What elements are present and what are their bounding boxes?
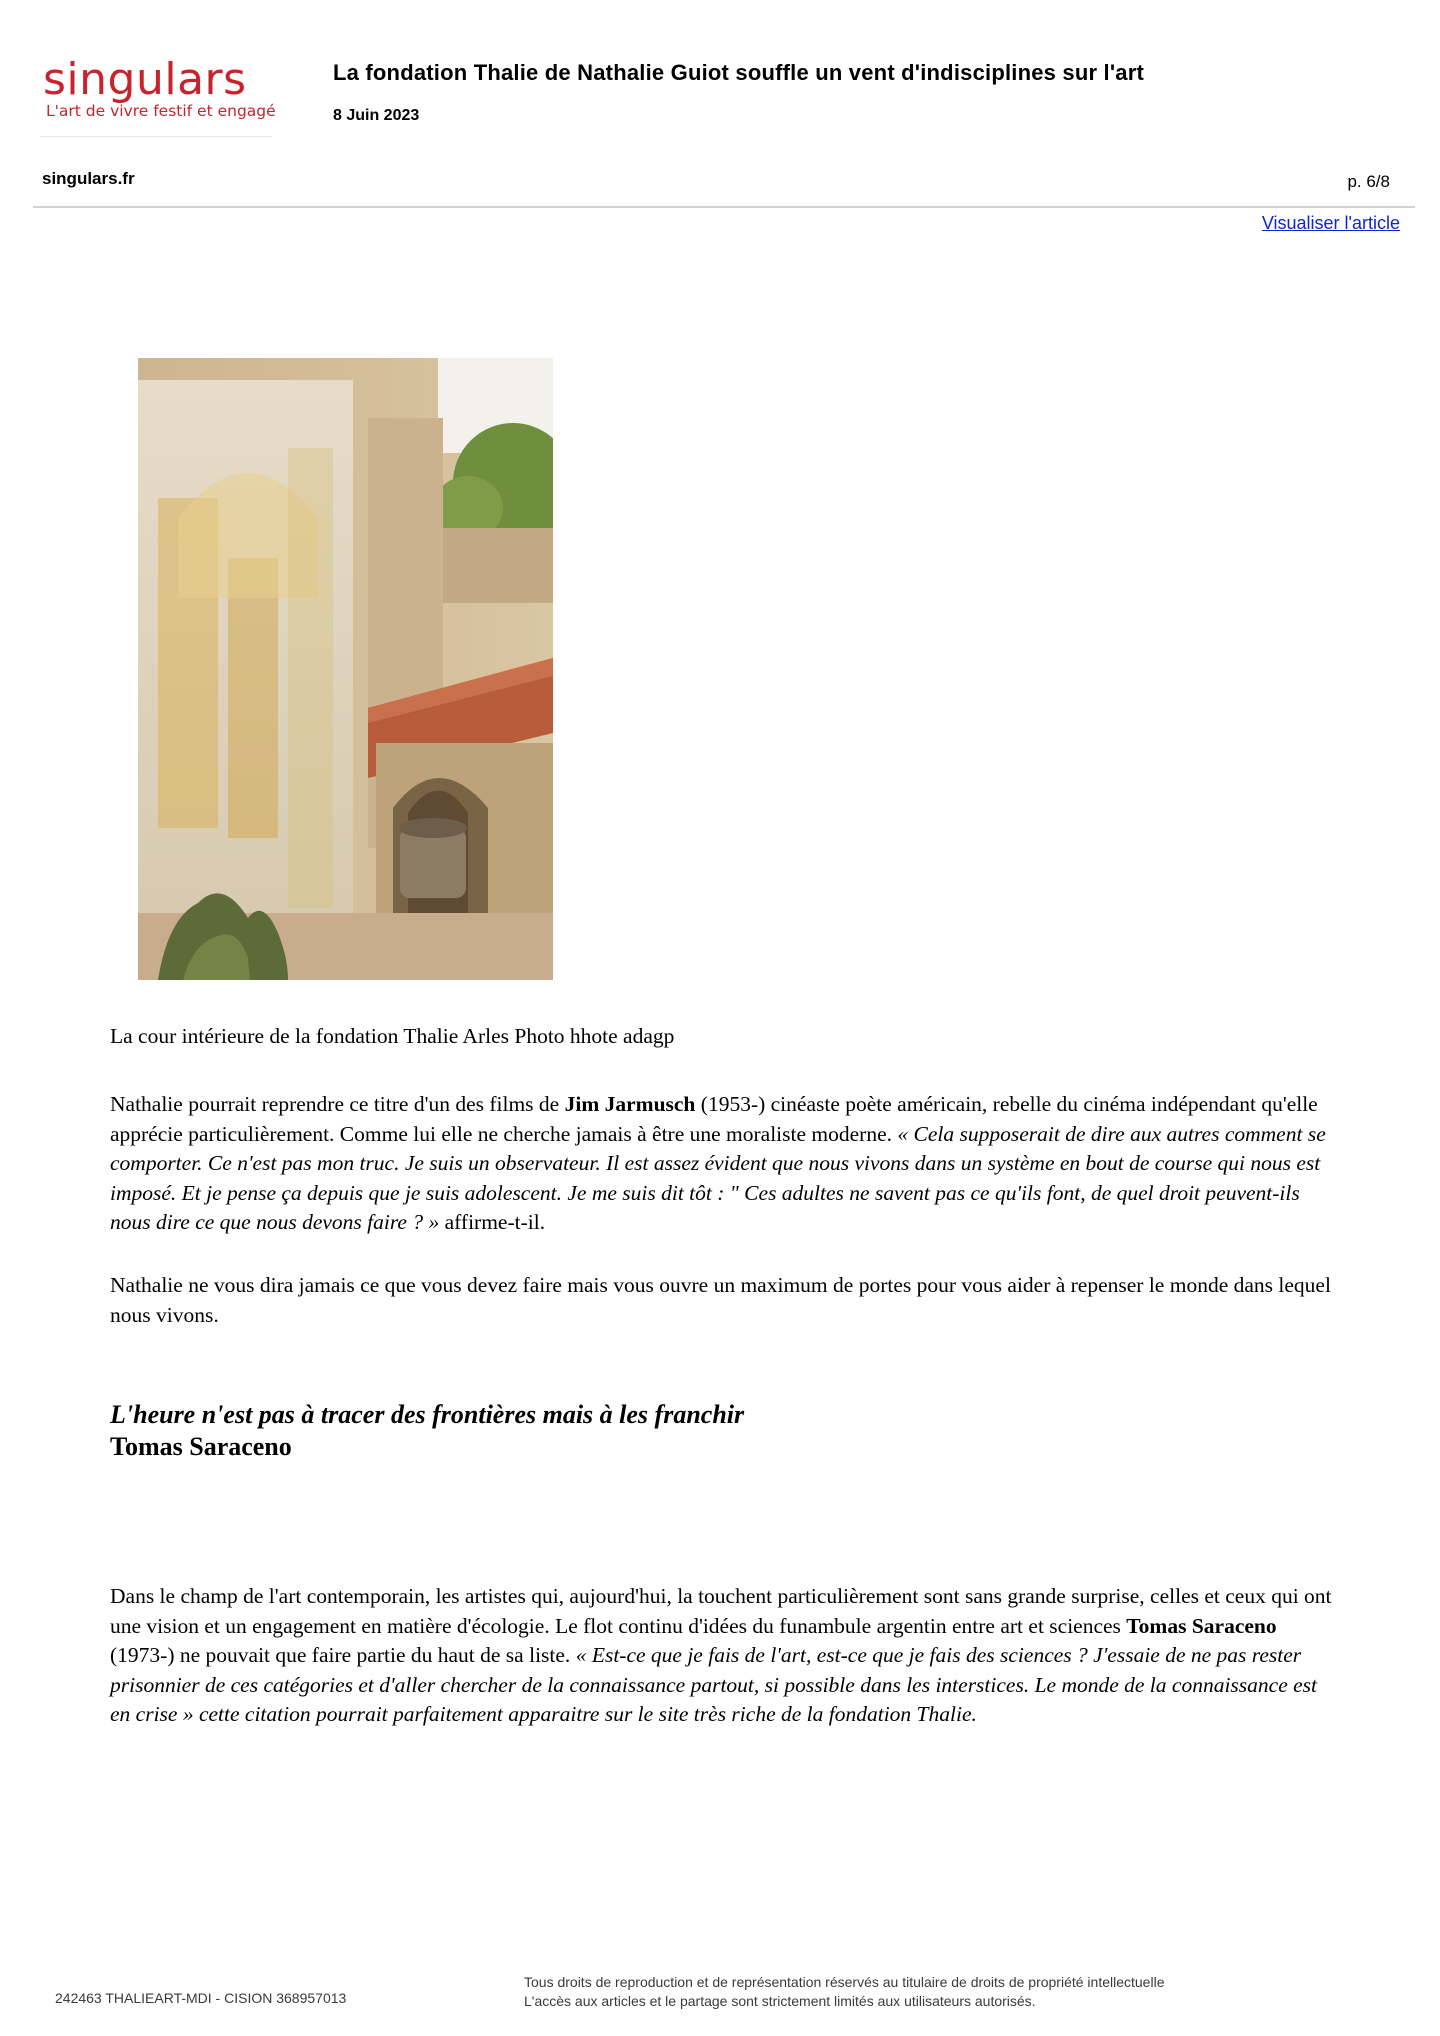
courtyard-photo — [138, 358, 553, 980]
paragraph-doors: Nathalie ne vous dira jamais ce que vous devez faire mais vous ouvre un maximum de portes pour vous aider à repenser le monde dans lequel nous vivons. — [110, 1273, 1331, 1327]
bold-name: Jim Jarmusch — [564, 1092, 696, 1116]
article-title: La fondation Thalie de Nathalie Guiot souffle un vent d'indisciplines sur l'art — [333, 60, 1145, 85]
bold-name: Tomas Saraceno — [1126, 1613, 1277, 1638]
italic-quote: « Cela supposerait de dire aux autres comment se comporter. Ce n'est pas mon truc. Je suis un observateur. Il est assez évident que nous vivons dans un système en bout de course qui nous est imposé. Et je pense ça depuis que je suis adolescent. Je me suis dit tôt : " Ces adultes ne savent pas ce qu'ils font, de quel droit peuvent-ils nous dire ce que nous devons faire ? » — [110, 1121, 1326, 1234]
view-article-link[interactable]: Visualiser l'article — [1261, 213, 1400, 233]
photo-caption: La cour intérieure de la fondation Thalie Arles Photo hhote adagp — [110, 1024, 675, 1048]
paragraph-jarmusch — [110, 1090, 1340, 1238]
italic-quote: « Est-ce que je fais de l'art, est-ce que je fais des sciences ? J'essaie de ne pas rester prisonnier de ces catégories et d'aller chercher de la connaissance partout, si possible dans les interstices. Le monde de la connaissance est en crise » cette citation pourrait parfaitement apparaitre sur le site très riche de la fondation Thalie. — [110, 1643, 1318, 1726]
footer-rights — [524, 1973, 1164, 2011]
text-run: Nathalie pourrait reprendre ce titre d'un des films de — [110, 1092, 565, 1116]
text-run: (1953-) cinéaste poète américain, rebelle du cinéma indépendant qu'elle apprécie particulièrement. Comme lui elle ne cherche jamais à être une moraliste moderne. — [110, 1092, 1318, 1146]
paragraph-saraceno — [110, 1582, 1340, 1730]
header-divider — [33, 206, 1415, 208]
text-run: (1973-) ne pouvait que faire partie du haut de sa liste. — [110, 1643, 576, 1667]
page-number: p. 6/8 — [1347, 172, 1390, 191]
logo-wordmark: singulars — [43, 54, 247, 105]
text-run: affirme-t-il. — [439, 1210, 546, 1234]
pull-quote-text: L'heure n'est pas à tracer des frontières mais à les franchir — [110, 1400, 745, 1429]
singulars-logo — [40, 54, 276, 138]
rights-line-2: L'accès aux articles et le partage sont strictement limités aux utilisateurs autorisés. — [524, 1993, 1036, 2009]
logo-divider — [40, 136, 272, 137]
logo-tagline: L'art de vivre festif et engagé — [46, 102, 276, 120]
pull-quote-author: Tomas Saraceno — [110, 1432, 292, 1461]
text-run: Dans le champ de l'art contemporain, les artistes qui, aujourd'hui, la touchent particulièrement sont sans grande surprise, celles et ceux qui ont une vision et un engagement en matière d'écologie. Le flot continu d'idées du funambule argentin entre art et sciences — [110, 1584, 1332, 1638]
pull-quote — [110, 1399, 744, 1463]
footer-reference: 242463 THALIEART-MDI - CISION 368957013 — [55, 1990, 347, 2006]
article-date: 8 Juin 2023 — [333, 107, 420, 124]
source-site: singulars.fr — [42, 169, 135, 188]
rights-line-1: Tous droits de reproduction et de représentation réservés au titulaire de droits de propriété intellectuelle — [524, 1974, 1165, 1990]
